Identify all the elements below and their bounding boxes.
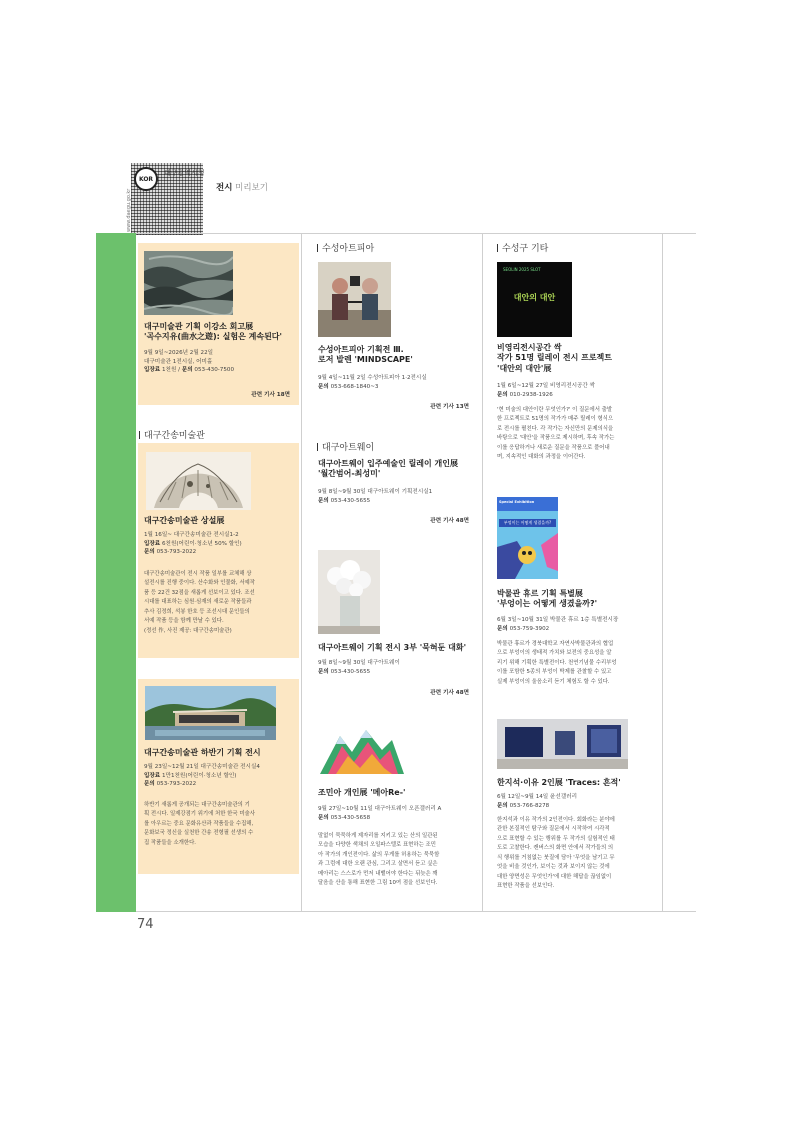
exhibit-description: '현 미술의 대안이란 무엇인가?' 이 질문에서 출발 한 프로젝트로 51명의 작가가 매주 릴레이 형식으 로 전시를 펼친다. 각 작가는 자신만의 문제의식을 바탕으로 '대안'을 작품으로 제시하며, 후속 작가는 이를 응답하거나 새로운 질문을 작품으로 풀어내 며, 지속적인 대화의 과정을 이어간다.: [497, 407, 615, 461]
poster-small-text: SEOLIN 2025 SLOT: [503, 267, 541, 272]
exhibit-image-gallery: [497, 719, 628, 769]
org-name: 대구광역시청: [164, 169, 205, 177]
exhibit-title: 한지석·이유 2인展 'Traces: 흔적': [497, 778, 621, 787]
exhibit-image-fan: [146, 452, 251, 510]
exhibit-meta: 9월 9일~2026년 2월 22일 대구미술관 1전시실, 어미홀 입장료 1천원 / 문의 053-430-7500: [144, 350, 235, 374]
poster-tag: Special Exhibition: [499, 500, 535, 504]
exhibit-description: 박물관 휴르가 경북대학교 자연사박물관과의 협업 으로 부엉이의 생태적 가치와 보전의 중요성을 알 리기 위해 기획한 특별전이다. 천연기념물 수리부엉 이를 포함한 5종의 부엉이 박제를 관찰할 수 있고 실제 부엉이의 울음소리 듣기 체험도 할 수 있다.: [497, 641, 617, 685]
exhibit-meta: 1월 16일~ 대구간송미술관 전시실1-2 입장료 6천원(어린이·청소년 50% 할인) 문의 053-793-2022: [144, 532, 242, 556]
column-section-heading: 수성아트피아: [317, 241, 374, 254]
section-title-bold: 전시: [216, 183, 233, 193]
page-number: 74: [137, 917, 154, 932]
poster-title: 부엉이는 어떻게 생겼을까?: [499, 519, 556, 527]
frame-top-rule: [136, 233, 696, 234]
section-title: [216, 181, 268, 193]
exhibit-description: 하반기 새롭게 공개되는 대구간송미술관의 기 획 전시다. 일제강점기 위기에 처한 한국 미술사 를 아우르는 중요 문화유산과 작품들을 수집해, 문화보국 정신을 실천한 간송 전형필 선생의 수 집 작품들을 소개한다.: [144, 802, 255, 846]
qr-url: www.daegu.go.kr: [126, 188, 132, 232]
exhibit-meta: 9월 23일~12월 21일 대구간송미술관 전시실4 입장료 1만1천원(어린이·청소년 할인) 문의 053-793-2022: [144, 764, 260, 788]
exhibit-title: 대구간송미술관 하반기 기획 전시: [144, 748, 261, 757]
kor-badge-icon: KOR: [134, 167, 158, 191]
exhibit-meta: 9월 4일~11월 2일 수성아트피아 1·2전시실 문의 053-668-1840~3: [318, 375, 427, 390]
column-section-heading: 대구아트웨이: [317, 440, 374, 453]
exhibit-title: 대구간송미술관 상설展: [144, 516, 225, 525]
column-divider: [662, 233, 663, 912]
exhibit-meta: 9월 27일~10월 11일 대구아트웨이 오픈갤러리 A 문의 053-430-5658: [318, 806, 442, 821]
column-section-heading: 수성구 기타: [497, 241, 548, 254]
exhibit-image-brushwork: [144, 251, 233, 315]
exhibit-title: 대구아트웨이 입주예술인 릴레이 개인展 '월간범어-최성미': [318, 459, 459, 479]
column-divider: [301, 233, 302, 912]
side-color-bar: [96, 233, 136, 912]
exhibit-description: 대구간송미술관이 전시 작품 일부를 교체해 상 설전시를 진행 중이다. 산수화와 인물화, 서예작 품 등 22건 32점을 새롭게 선보이고 있다. 조선 시대를 대표하는 심원·심재의 새로운 작품들과 추사 김정희, 석봉 한호 등 조선시대 문인들의 서예 작품 등을 함께 만날 수 있다. (정선 作, 사진 제공: 대구간송미술관): [144, 571, 255, 634]
related-article[interactable]: 관련 기사 48면: [430, 518, 469, 524]
exhibit-image-mindscape: [318, 262, 391, 337]
exhibit-meta: 6월 3일~10월 31일 박물관 휴르 1층 특별전시장 문의 053-759-3902: [497, 617, 619, 632]
column-divider: [482, 233, 483, 912]
exhibit-title: 박물관 휴르 기획 특별展 '부엉이는 어떻게 생겼을까?': [497, 589, 598, 609]
exhibit-meta: 6월 12일~9월 14일 윤선갤러리 문의 053-766-8278: [497, 794, 578, 809]
exhibit-title: 대구아트웨이 기획 전시 3부 '묵혀둔 대화': [318, 643, 467, 652]
exhibit-title: 조민아 개인展 '메아Re-': [318, 788, 406, 797]
exhibit-poster-owl: [497, 497, 558, 579]
related-article[interactable]: 관련 기사 48면: [430, 690, 469, 696]
frame-bottom-rule: [136, 911, 696, 912]
related-article[interactable]: 관련 기사 18면: [251, 392, 290, 398]
exhibit-title: 수성아트피아 기획전 Ⅲ. 로저 발렌 'MINDSCAPE': [318, 345, 413, 365]
exhibit-meta: 9월 8일~9월 30일 대구아트웨이 문의 053-430-5655: [318, 660, 400, 675]
exhibit-title: 비영리전시공간 싹 작가 51명 릴레이 전시 프로젝트 '대안의 대안'展: [497, 343, 613, 373]
exhibit-meta: 9월 8일~9월 30일 대구아트웨이 기획전시실1 문의 053-430-5655: [318, 489, 433, 504]
exhibit-poster-alternative: [497, 262, 572, 337]
exhibit-description: 말없이 묵묵하게 제자리를 지키고 있는 산의 일관된 모습을 다양한 색채의 오일파스텔로 표현하는 조민 아 작가의 개인전이다. 삶의 무게를 허용하는 묵묵함 과 그럼에 대한 오랜 관심, 그리고 살면서 듣고 싶은 메아리는 스스로가 먼저 내뱉어야 한다는 뒤늦은 깨 달음을 산을 통해 표현한 그림 10여 점을 선보인다.: [318, 833, 440, 887]
exhibit-image-museum: [145, 686, 276, 740]
exhibit-meta: 1월 6일~12월 27일 비영리전시공간 싹 문의 010-2938-1926: [497, 383, 595, 398]
column-section-heading: 대구간송미술관: [139, 428, 205, 441]
section-title-light: 미리보기: [235, 183, 268, 193]
poster-title: 대안의 대안: [513, 293, 556, 302]
exhibit-title: 대구미술관 기획 이강소 회고展 '곡수지유(曲水之遊): 실험은 계속된다': [144, 322, 282, 342]
exhibit-image-mountains: [318, 722, 406, 778]
exhibit-image-flowers: [318, 550, 380, 634]
exhibit-description: 한지석과 이유 작가의 2인전이다. 회화라는 분야에 관한 본질적인 탐구와 질문에서 시작하여 시각적 으로 표현할 수 있는 행위를 두 작가의 실험적인 태 도로 고찰한다. 캔버스의 화면 안에서 작가들의 의 식 행위를 거침없는 붓질에 담아 '무엇을 남기고 무 엇을 비울 것인가, 보이는 것과 보이지 않는 것에 대한 양면성은 무엇인가'에 대한 해답을 끊임없이 표현한 작품을 선보인다.: [497, 817, 615, 890]
related-article[interactable]: 관련 기사 13면: [430, 404, 469, 410]
